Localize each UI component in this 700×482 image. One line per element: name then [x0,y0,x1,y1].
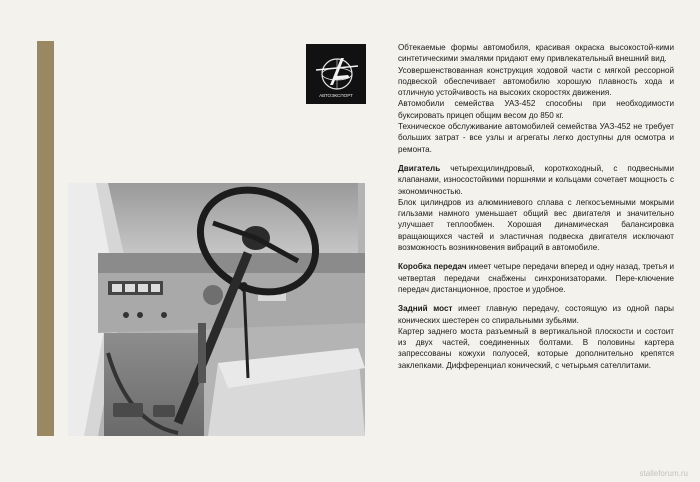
decorative-side-bar [37,41,54,436]
engine-title: Двигатель [398,163,441,173]
avtoexport-logo [306,44,366,104]
gearbox-section [398,261,674,295]
engine-section [398,163,674,197]
engine-extra: Блок цилиндров из алюминиевого сплава с легкосъемными мокрыми гильзами намного уменьшает общий вес двигателя и значительно улучшает теплообмен. Хорошая динамическая балансировка вращающихся частей и эластичная подвеска двигателя исключают возможность возникновения вибраций в автомобиле. [398,197,674,253]
intro-paragraph-4: Техническое обслуживание автомобилей семейства УАЗ-452 не требует больших затрат - все узлы и агрегаты легко доступны для осмотра и ремонта. [398,122,674,154]
gearbox-title: Коробка передач [398,262,467,272]
intro-paragraph-3: Автомобили семейства УАЗ-452 способны при необходимости буксировать прицеп общим весом до 850 кг. [398,99,674,120]
rear-axle-title: Задний мост [398,304,453,314]
logo-text: АВТОЭКСПОРТ [319,93,353,98]
rear-axle-section [398,303,674,326]
text-column [398,42,674,371]
cabin-interior-photo [68,183,365,436]
rear-axle-extra: Картер заднего моста разъемный в вертикальной плоскости и состоит из двух частей, соединенных болтами. В половины картера запрессованы кожухи полуосей, которые дополнительно крепятся заклепками. Дифференциал конический, с четырьмя сателлитами. [398,326,674,370]
gearbox-text: имеет четыре передачи вперед и одну назад, третья и четвертая передачи снабжены синхронизаторами. Пере-ключение передач дистанционное, простое и удобное. [398,262,675,294]
rear-axle-text: имеет главную передачу, состоящую из одной пары конических шестерен со спиральными зубьями. [398,304,674,325]
watermark: stalleforum.ru [639,469,688,478]
intro-paragraph-2: Усовершенствованная конструкция ходовой части с мягкой рессорной подвеской обеспечивает автомобилю хорошую плавность хода и отличную устойчивость на высоких скоростях движения. [398,65,674,98]
intro-paragraph-1: Обтекаемые формы автомобиля, красивая окраска высокостой-кими синтетическими эмалями придают ему привлекательный внешний вид. [398,43,674,64]
engine-text: четырехцилиндровый, короткоходный, с подвесными клапанами, износостойкими поршнями и кольцами сочетает мощность с экономичностью. [398,163,674,196]
